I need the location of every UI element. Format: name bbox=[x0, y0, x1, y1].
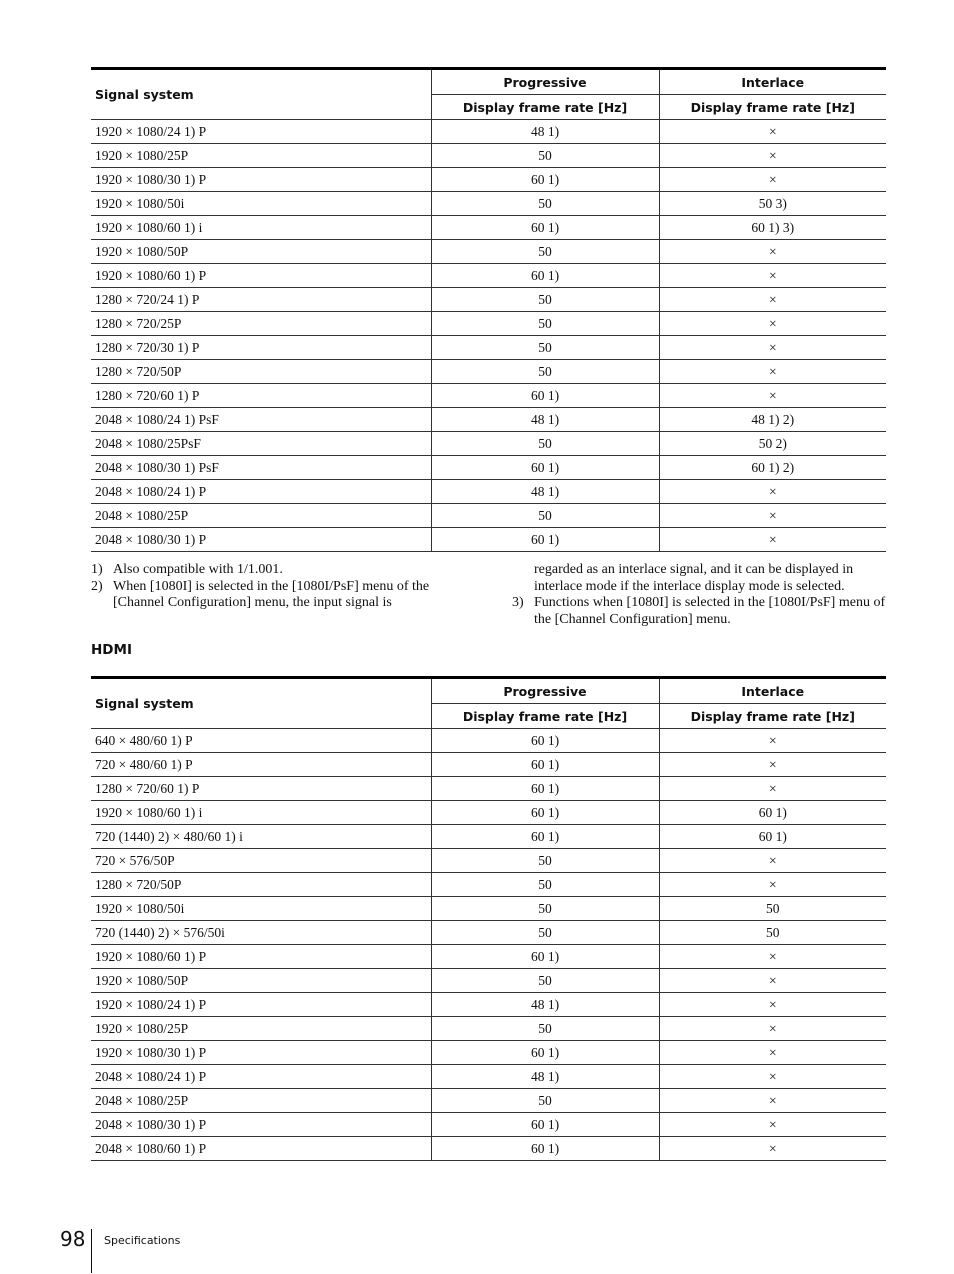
interlace-rate-cell: × bbox=[659, 729, 886, 753]
header-signal-system: Signal system bbox=[91, 678, 431, 729]
progressive-rate-cell: 60 1) bbox=[431, 384, 659, 408]
interlace-rate-cell: 48 1) 2) bbox=[659, 408, 886, 432]
interlace-rate-cell: × bbox=[659, 753, 886, 777]
interlace-rate-cell: × bbox=[659, 945, 886, 969]
footnote-3 bbox=[512, 595, 886, 628]
interlace-rate-cell: 60 1) bbox=[659, 801, 886, 825]
progressive-rate-cell: 60 1) bbox=[431, 1137, 659, 1161]
footer-divider bbox=[91, 1229, 92, 1273]
interlace-rate-cell: × bbox=[659, 312, 886, 336]
signal-system-cell: 1280 × 720/25P bbox=[91, 312, 431, 336]
progressive-rate-cell: 60 1) bbox=[431, 216, 659, 240]
signal-system-cell: 1280 × 720/30 1) P bbox=[91, 336, 431, 360]
table-row bbox=[91, 456, 886, 480]
interlace-rate-cell: × bbox=[659, 528, 886, 552]
signal-system-cell: 720 × 480/60 1) P bbox=[91, 753, 431, 777]
progressive-rate-cell: 60 1) bbox=[431, 264, 659, 288]
table-row bbox=[91, 480, 886, 504]
signal-system-cell: 1920 × 1080/24 1) P bbox=[91, 993, 431, 1017]
table-row bbox=[91, 969, 886, 993]
progressive-rate-cell: 50 bbox=[431, 1017, 659, 1041]
interlace-rate-cell: × bbox=[659, 777, 886, 801]
progressive-rate-cell: 50 bbox=[431, 288, 659, 312]
table-row bbox=[91, 504, 886, 528]
table-row bbox=[91, 528, 886, 552]
progressive-rate-cell: 50 bbox=[431, 921, 659, 945]
table-row bbox=[91, 408, 886, 432]
progressive-rate-cell: 48 1) bbox=[431, 1065, 659, 1089]
progressive-rate-cell: 50 bbox=[431, 240, 659, 264]
table-row bbox=[91, 1065, 886, 1089]
signal-system-cell: 1920 × 1080/60 1) i bbox=[91, 216, 431, 240]
signal-system-cell: 720 (1440) 2) × 480/60 1) i bbox=[91, 825, 431, 849]
interlace-rate-cell: × bbox=[659, 480, 886, 504]
interlace-rate-cell: × bbox=[659, 504, 886, 528]
progressive-rate-cell: 48 1) bbox=[431, 480, 659, 504]
signal-system-cell: 640 × 480/60 1) P bbox=[91, 729, 431, 753]
progressive-rate-cell: 50 bbox=[431, 192, 659, 216]
table-row bbox=[91, 432, 886, 456]
interlace-rate-cell: × bbox=[659, 849, 886, 873]
signal-system-cell: 1920 × 1080/60 1) P bbox=[91, 945, 431, 969]
signal-system-cell: 1280 × 720/60 1) P bbox=[91, 777, 431, 801]
table-row bbox=[91, 945, 886, 969]
interlace-rate-cell: 50 bbox=[659, 897, 886, 921]
footnote-text: regarded as an interlace signal, and it can be displayed in interlace mode if the interlace display mode is selected. bbox=[534, 562, 854, 594]
interlace-rate-cell: × bbox=[659, 873, 886, 897]
progressive-rate-cell: 60 1) bbox=[431, 777, 659, 801]
progressive-rate-cell: 50 bbox=[431, 969, 659, 993]
signal-system-cell: 2048 × 1080/24 1) PsF bbox=[91, 408, 431, 432]
signal-system-cell: 2048 × 1080/60 1) P bbox=[91, 1137, 431, 1161]
table-row bbox=[91, 825, 886, 849]
interlace-rate-cell: × bbox=[659, 360, 886, 384]
signal-system-cell: 2048 × 1080/25P bbox=[91, 1089, 431, 1113]
table-row bbox=[91, 801, 886, 825]
header-interlace-rate: Display frame rate [Hz] bbox=[659, 95, 886, 120]
signal-system-cell: 1280 × 720/24 1) P bbox=[91, 288, 431, 312]
progressive-rate-cell: 60 1) bbox=[431, 753, 659, 777]
interlace-rate-cell: × bbox=[659, 144, 886, 168]
interlace-rate-cell: × bbox=[659, 969, 886, 993]
progressive-rate-cell: 50 bbox=[431, 336, 659, 360]
table-row bbox=[91, 993, 886, 1017]
table-row bbox=[91, 384, 886, 408]
progressive-rate-cell: 48 1) bbox=[431, 120, 659, 144]
footnote-text: Also compatible with 1/1.001. bbox=[113, 562, 283, 577]
table-row bbox=[91, 240, 886, 264]
progressive-rate-cell: 48 1) bbox=[431, 993, 659, 1017]
table-row bbox=[91, 192, 886, 216]
table-row bbox=[91, 873, 886, 897]
interlace-rate-cell: × bbox=[659, 1017, 886, 1041]
footnote-text: Functions when [1080I] is selected in the [1080I/PsF] menu of the [Channel Configuration] menu. bbox=[534, 595, 886, 627]
signal-table-sdi bbox=[91, 67, 886, 552]
progressive-rate-cell: 60 1) bbox=[431, 729, 659, 753]
signal-system-cell: 2048 × 1080/24 1) P bbox=[91, 480, 431, 504]
signal-system-cell: 2048 × 1080/30 1) PsF bbox=[91, 456, 431, 480]
table-row bbox=[91, 1041, 886, 1065]
signal-system-cell: 1280 × 720/50P bbox=[91, 873, 431, 897]
signal-system-cell: 720 × 576/50P bbox=[91, 849, 431, 873]
interlace-rate-cell: 60 1) 3) bbox=[659, 216, 886, 240]
table-row bbox=[91, 777, 886, 801]
progressive-rate-cell: 60 1) bbox=[431, 945, 659, 969]
interlace-rate-cell: × bbox=[659, 1089, 886, 1113]
footnote-number: 2) bbox=[91, 578, 103, 594]
signal-system-cell: 1280 × 720/50P bbox=[91, 360, 431, 384]
signal-table-hdmi bbox=[91, 676, 886, 1161]
signal-system-cell: 1280 × 720/60 1) P bbox=[91, 384, 431, 408]
signal-system-cell: 2048 × 1080/30 1) P bbox=[91, 528, 431, 552]
signal-system-cell: 1920 × 1080/60 1) P bbox=[91, 264, 431, 288]
table-row bbox=[91, 168, 886, 192]
progressive-rate-cell: 60 1) bbox=[431, 801, 659, 825]
footer-section-label: Specifications bbox=[104, 1234, 181, 1247]
interlace-rate-cell: 50 bbox=[659, 921, 886, 945]
table-row bbox=[91, 897, 886, 921]
progressive-rate-cell: 50 bbox=[431, 504, 659, 528]
table-row bbox=[91, 1017, 886, 1041]
progressive-rate-cell: 48 1) bbox=[431, 408, 659, 432]
table-row bbox=[91, 1113, 886, 1137]
section-heading-hdmi: HDMI bbox=[91, 642, 132, 658]
interlace-rate-cell: × bbox=[659, 336, 886, 360]
table-row bbox=[91, 753, 886, 777]
interlace-rate-cell: × bbox=[659, 1113, 886, 1137]
table-row bbox=[91, 360, 886, 384]
interlace-rate-cell: × bbox=[659, 1065, 886, 1089]
interlace-rate-cell: 60 1) 2) bbox=[659, 456, 886, 480]
interlace-rate-cell: × bbox=[659, 120, 886, 144]
footnote-text: When [1080I] is selected in the [1080I/PsF] menu of the [Channel Configuration] menu, the input signal is bbox=[113, 578, 430, 610]
signal-system-cell: 1920 × 1080/60 1) i bbox=[91, 801, 431, 825]
progressive-rate-cell: 60 1) bbox=[431, 1041, 659, 1065]
signal-system-cell: 1920 × 1080/25P bbox=[91, 144, 431, 168]
progressive-rate-cell: 60 1) bbox=[431, 528, 659, 552]
interlace-rate-cell: 50 2) bbox=[659, 432, 886, 456]
signal-system-cell: 1920 × 1080/30 1) P bbox=[91, 168, 431, 192]
progressive-rate-cell: 50 bbox=[431, 312, 659, 336]
interlace-rate-cell: × bbox=[659, 264, 886, 288]
signal-system-cell: 1920 × 1080/24 1) P bbox=[91, 120, 431, 144]
footnote-1 bbox=[91, 562, 471, 579]
interlace-rate-cell: × bbox=[659, 168, 886, 192]
header-interlace: Interlace bbox=[659, 69, 886, 95]
footnote-2 bbox=[91, 579, 471, 612]
footnotes-left bbox=[91, 562, 471, 612]
interlace-rate-cell: 50 3) bbox=[659, 192, 886, 216]
table-row bbox=[91, 312, 886, 336]
footnote-number: 1) bbox=[91, 562, 103, 577]
header-signal-system: Signal system bbox=[91, 69, 431, 120]
header-interlace: Interlace bbox=[659, 678, 886, 704]
signal-system-cell: 1920 × 1080/50i bbox=[91, 897, 431, 921]
table-row bbox=[91, 1089, 886, 1113]
progressive-rate-cell: 60 1) bbox=[431, 1113, 659, 1137]
table-row bbox=[91, 144, 886, 168]
signal-system-cell: 720 (1440) 2) × 576/50i bbox=[91, 921, 431, 945]
interlace-rate-cell: 60 1) bbox=[659, 825, 886, 849]
interlace-rate-cell: × bbox=[659, 288, 886, 312]
table-row bbox=[91, 1137, 886, 1161]
progressive-rate-cell: 50 bbox=[431, 873, 659, 897]
interlace-rate-cell: × bbox=[659, 384, 886, 408]
table-row bbox=[91, 336, 886, 360]
page-number: 98 bbox=[60, 1227, 86, 1251]
progressive-rate-cell: 50 bbox=[431, 360, 659, 384]
signal-system-cell: 1920 × 1080/50P bbox=[91, 969, 431, 993]
signal-system-cell: 2048 × 1080/25PsF bbox=[91, 432, 431, 456]
table-row bbox=[91, 849, 886, 873]
table-row bbox=[91, 288, 886, 312]
interlace-rate-cell: × bbox=[659, 240, 886, 264]
header-progressive-rate: Display frame rate [Hz] bbox=[431, 95, 659, 120]
header-progressive: Progressive bbox=[431, 69, 659, 95]
header-progressive: Progressive bbox=[431, 678, 659, 704]
interlace-rate-cell: × bbox=[659, 1041, 886, 1065]
progressive-rate-cell: 50 bbox=[431, 849, 659, 873]
progressive-rate-cell: 50 bbox=[431, 897, 659, 921]
progressive-rate-cell: 60 1) bbox=[431, 456, 659, 480]
interlace-rate-cell: × bbox=[659, 1137, 886, 1161]
table-row bbox=[91, 921, 886, 945]
progressive-rate-cell: 50 bbox=[431, 144, 659, 168]
footnote-number: 3) bbox=[512, 595, 524, 610]
signal-system-cell: 1920 × 1080/30 1) P bbox=[91, 1041, 431, 1065]
header-interlace-rate: Display frame rate [Hz] bbox=[659, 704, 886, 729]
signal-system-cell: 1920 × 1080/25P bbox=[91, 1017, 431, 1041]
progressive-rate-cell: 60 1) bbox=[431, 825, 659, 849]
signal-system-cell: 2048 × 1080/24 1) P bbox=[91, 1065, 431, 1089]
table-row bbox=[91, 264, 886, 288]
table-row bbox=[91, 120, 886, 144]
table-row bbox=[91, 729, 886, 753]
signal-system-cell: 2048 × 1080/25P bbox=[91, 504, 431, 528]
signal-system-cell: 1920 × 1080/50P bbox=[91, 240, 431, 264]
table-row bbox=[91, 216, 886, 240]
header-progressive-rate: Display frame rate [Hz] bbox=[431, 704, 659, 729]
progressive-rate-cell: 60 1) bbox=[431, 168, 659, 192]
progressive-rate-cell: 50 bbox=[431, 1089, 659, 1113]
progressive-rate-cell: 50 bbox=[431, 432, 659, 456]
signal-system-cell: 1920 × 1080/50i bbox=[91, 192, 431, 216]
interlace-rate-cell: × bbox=[659, 993, 886, 1017]
footnote-2-continued bbox=[512, 562, 886, 595]
footnotes-right bbox=[512, 562, 886, 628]
signal-system-cell: 2048 × 1080/30 1) P bbox=[91, 1113, 431, 1137]
